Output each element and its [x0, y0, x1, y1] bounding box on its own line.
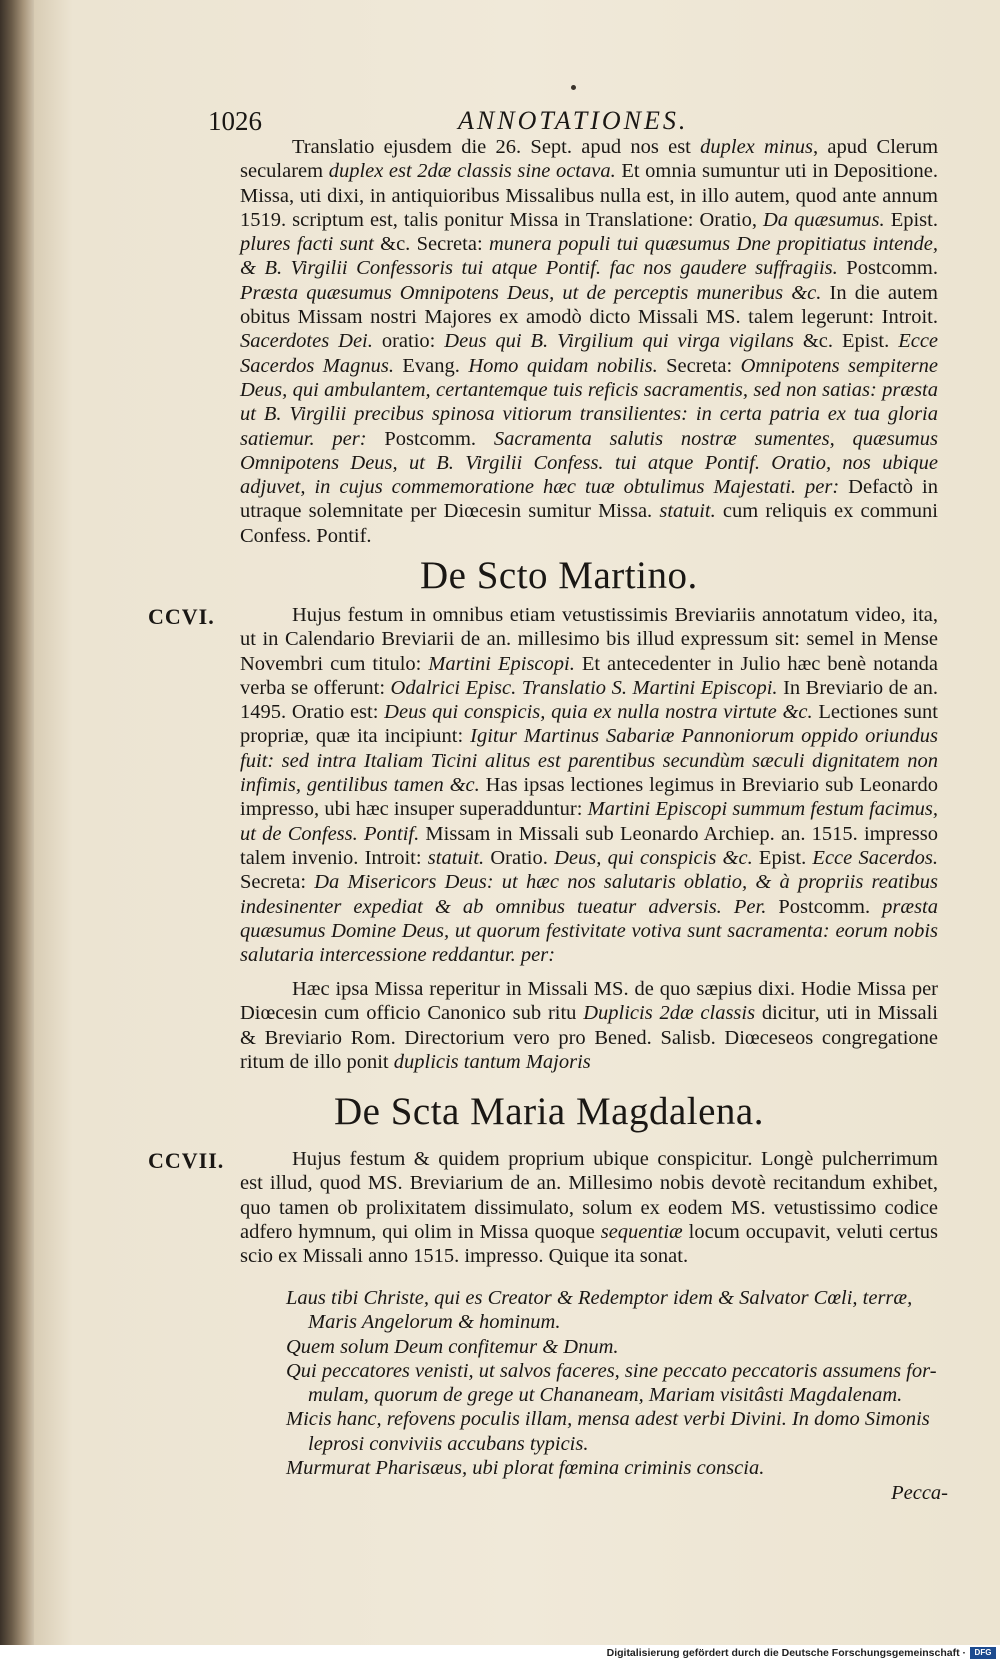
paragraph-martino: Hujus festum in omnibus etiam vetustissimis Breviariis annotatum video, ita, ut in Calendario Breviarii de an. millesimo bis illud expressum sit: semel in Mense Novembri cum titulo: Martini Episcopi. Et antecedenter in Julio hæc benè notanda verba se offerunt: Odalrici Episc. Translatio S. Martini Episcopi. In Breviario de an. 1495. Oratio est: Deus qui conspicis, quia ex nulla nostra virtute &c. Lectiones sunt propriæ, quæ ita incipiunt: Igitur Martinus Sabariæ Pannoniorum oppido oriundus fuit: sed intra Italiam Ticini alitus est parentibus secundùm sæculi dignitatem non infimis, gentilibus tamen &c. Has ipsas lectiones legimus in Breviario sub Leonardo impresso, ubi hæc insuper superadduntur: Martini Episcopi summum festum facimus, ut de Confess. Pontif. Missam in Missali sub Leonardo Archiep. an. 1515. impresso talem invenio. Introit: statuit. Oratio. Deus, qui conspicis &c. Epist. Ecce Sacerdos. Secreta: Da Misericors Deus: ut hæc nos salutaris oblatio, & à propriis reatibus indesinenter expediat & ab omnibus tueatur adversis. Per. Postcomm. præsta quæsumus Domine Deus, ut quorum festivitate votiva sunt sacramenta: eorum nobis salutaria intercessione reddantur. per: — [240, 604, 939, 967]
ink-dot — [571, 85, 576, 90]
catchword: Pecca- — [891, 1482, 948, 1504]
footer-credit: Digitalisierung gefördert durch die Deutsche Forschungsgemeinschaft · — [606, 1647, 966, 1659]
book-page — [34, 0, 1000, 1645]
paragraph-missa: Hæc ipsa Missa reperitur in Missali MS. de quo sæpius dixi. Hodie Missa per Diœcesin cum officio Canonico sub ritu Duplicis 2dæ classis dicitur, uti in Missali & Breviario Rom. Directorium vero pro Bened. Salisb. Diœceseos congregatione ritum de illo ponit duplicis tantum Majoris — [240, 978, 938, 1073]
hymn-verse: Micis hanc, refovens poculis illam, mensa adest verbi Divini. In domo Simonis leprosi conviviis accubans typicis. — [286, 1408, 930, 1455]
section-heading-martino: De Scto Martino. — [420, 554, 698, 597]
paragraph-magdalena: Hujus festum & quidem proprium ubique conspicitur. Longè pulcherrimum est illud, quod MS. Breviarium de an. Millesimo nobis devotè recitandum exhibet, quo tamen ob prolixitatem dissimulato, solum ex eodem MS. vetustissimo codice adfero hymnum, qui olim in Missa quoque sequentiæ locum occupavit, veluti certus scio ex Missali anno 1515. impresso. Quique ita sonat. — [240, 1148, 939, 1268]
margin-number-ccvi: CCVI. — [148, 604, 215, 629]
hymn-verse: Quem solum Deum confitemur & Dnum. — [286, 1335, 619, 1358]
margin-number-ccvii: CCVII. — [148, 1148, 225, 1173]
hymn-verse: Laus tibi Christe, qui es Creator & Redemptor idem & Salvator Cœli, terræ, Maris Angelorum & hominum. — [286, 1287, 913, 1334]
section-heading-magdalena: De Scta Maria Magdalena. — [334, 1090, 764, 1133]
hymn-verse: Murmurat Pharisæus, ubi plorat fœmina criminis conscia. — [286, 1457, 765, 1480]
hymn-verses — [286, 1286, 946, 1480]
hymn-verse: Qui peccatores venisti, ut salvos faceres, sine peccato peccatoris assumens for- mulam, quorum de grege ut Chananeam, Mariam visitâsti Magdalenam. — [286, 1359, 937, 1407]
dfg-logo-icon: DFG — [970, 1647, 996, 1659]
digitization-footer — [0, 1645, 1000, 1662]
paragraph-translatio: Translatio ejusdem die 26. Sept. apud nos est duplex minus, apud Clerum secularem duplex est 2dæ classis sine octava. Et omnia sumuntur uti in Depositione. Missa, uti dixi, in antiquioribus Missalibus nulla est, in illo autem, quod ante annum 1519. scriptum est, talis ponitur Missa in Translatione: Oratio, Da quæsumus. Epist. plures facti sunt &c. Secreta: munera populi tui quæsumus Dne propitiatus intende, & B. Virgilii Confessoris tui atque Pontif. fac nos gaudere suffragiis. Postcomm. Præsta quæsumus Omnipotens Deus, ut de perceptis muneribus &c. In die autem obitus Missam nostri Majores ex amodò dicto Missali MS. talem legerunt: Introit. Sacerdotes Dei. oratio: Deus qui B. Virgilium qui virga vigilans &c. Epist. Ecce Sacerdos Magnus. Evang. Homo quidam nobilis. Secreta: Omnipotens sempiterne Deus, qui ambulantem, certantemque tuis reficis sacramentis, sed non satias: præsta ut B. Virgilii precibus spinosa vitiorum transilientes: in certa patria ex tua gloria satiemur. per: Postcomm. Sacramenta salutis nostræ sumentes, quæsumus Omnipotens Deus, ut B. Virgilii Confess. tui atque Pontif. Oratio, nos ubique adjuvet, in cujus commemoratione hæc tuæ obtulimus Majestati. per: Defactò in utraque solemnitate per Diœcesin sumitur Missa. statuit. cum reliquis ex communi Confess. Pontif. — [240, 136, 939, 547]
page-number: 1026 — [208, 106, 262, 136]
book-binding-edge — [0, 0, 34, 1645]
running-head: ANNOTATIONES. — [458, 106, 689, 135]
